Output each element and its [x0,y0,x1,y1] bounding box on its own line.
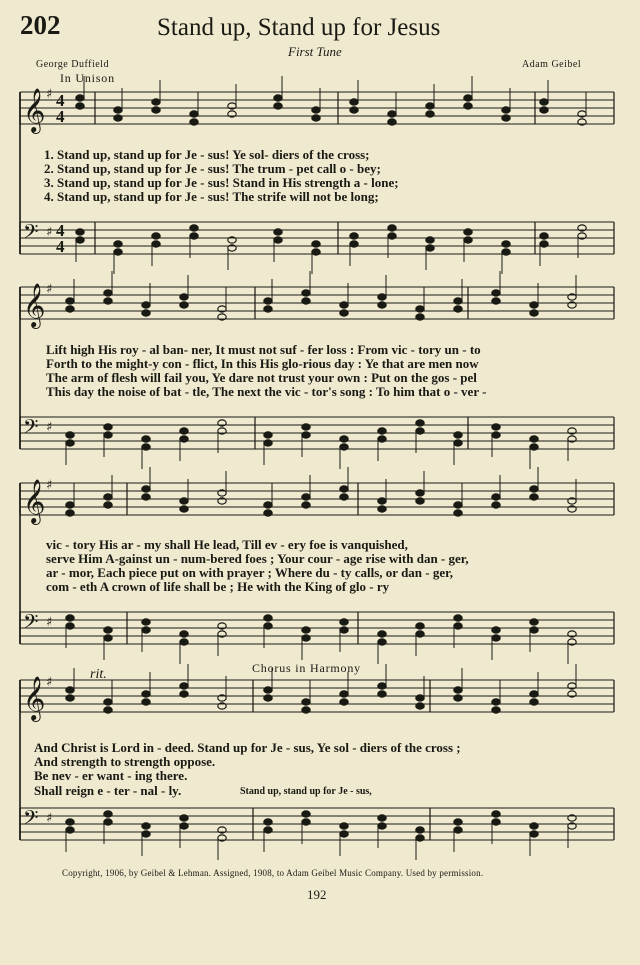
unison-marking: In Unison [60,71,115,85]
lyric-line: 1. Stand up, stand up for Je - sus! Ye sol- diers of the cross; [44,147,370,162]
svg-text:𝄞: 𝄞 [23,88,46,132]
lyric-line: And Christ is Lord in - deed. Stand up for Je - sus, Ye sol - diers of the cross ; [34,740,461,755]
lyric-line: Lift high His roy - al ban- ner, It must not suf - fer loss : From vic - tory un - to [46,342,481,357]
svg-text:𝄞: 𝄞 [23,479,46,523]
composer: Adam Geibel [522,59,582,70]
svg-text:4: 4 [56,237,65,256]
lyric-line: The arm of flesh will fail you, Ye dare not trust your own : Put on the gos - pel [46,370,477,385]
svg-text:♯: ♯ [46,811,53,826]
svg-text:𝄢: 𝄢 [23,610,39,638]
svg-text:♯: ♯ [46,615,53,630]
svg-text:𝄞: 𝄞 [23,283,46,327]
svg-text:𝄢: 𝄢 [23,806,39,834]
tune-label: First Tune [288,44,342,59]
svg-text:𝄢: 𝄢 [23,220,39,248]
lyric-line: 2. Stand up, stand up for Je - sus! The trum - pet call o - bey; [44,161,381,176]
lyric-line: 4. Stand up, stand up for Je - sus! The strife will not be long; [44,189,379,204]
copyright-notice: Copyright, 1906, by Geibel & Lehman. Assigned, 1908, to Adam Geibel Music Company. Used by permission. [62,868,484,878]
svg-text:♯: ♯ [46,225,53,240]
chorus-marking: Chorus in Harmony [252,661,361,675]
author: George Duffield [36,59,109,70]
svg-text:4: 4 [56,91,65,110]
lyric-line: This day the noise of bat - tle, The next the vic - tor's song : To him that o - ver - [46,384,487,399]
svg-text:4: 4 [56,107,65,126]
lyric-line: Shall reign e - ter - nal - ly. [34,783,182,798]
page-number: 192 [307,887,327,902]
lyric-line: serve Him A-gainst un - num-bered foes ; Your cour - age rise with dan - ger, [46,551,469,566]
svg-text:♯: ♯ [46,282,53,297]
lyric-line: ar - mor, Each piece put on with prayer ; Where du - ty calls, or dan - ger, [46,565,453,580]
svg-text:4: 4 [56,221,65,240]
ritardando-marking: rit. [90,667,107,682]
lyric-line: Be nev - er want - ing there. [34,768,188,783]
hymn-number: 202 [20,10,61,40]
hymn-title: Stand up, Stand up for Jesus [157,14,441,41]
lyric-line: com - eth A crown of life shall be ; He with the King of glo - ry [46,579,390,594]
svg-text:♯: ♯ [46,420,53,435]
svg-text:♯: ♯ [46,87,53,102]
lyric-line: Forth to the might-y con - flict, In this His glo-rious day : Ye that are men now [46,356,479,371]
lyric-line: 3. Stand up, stand up for Je - sus! Stand in His strength a - lone; [44,175,399,190]
lyric-line: vic - tory His ar - my shall He lead, Till ev - ery foe is vanquished, [46,537,408,552]
lyric-line: And strength to strength oppose. [34,754,216,769]
inner-voice-lyric: Stand up, stand up for Je - sus, [240,786,372,797]
svg-text:♯: ♯ [46,675,53,690]
svg-text:𝄢: 𝄢 [23,415,39,443]
svg-text:♯: ♯ [46,478,53,493]
svg-text:𝄞: 𝄞 [23,676,46,720]
